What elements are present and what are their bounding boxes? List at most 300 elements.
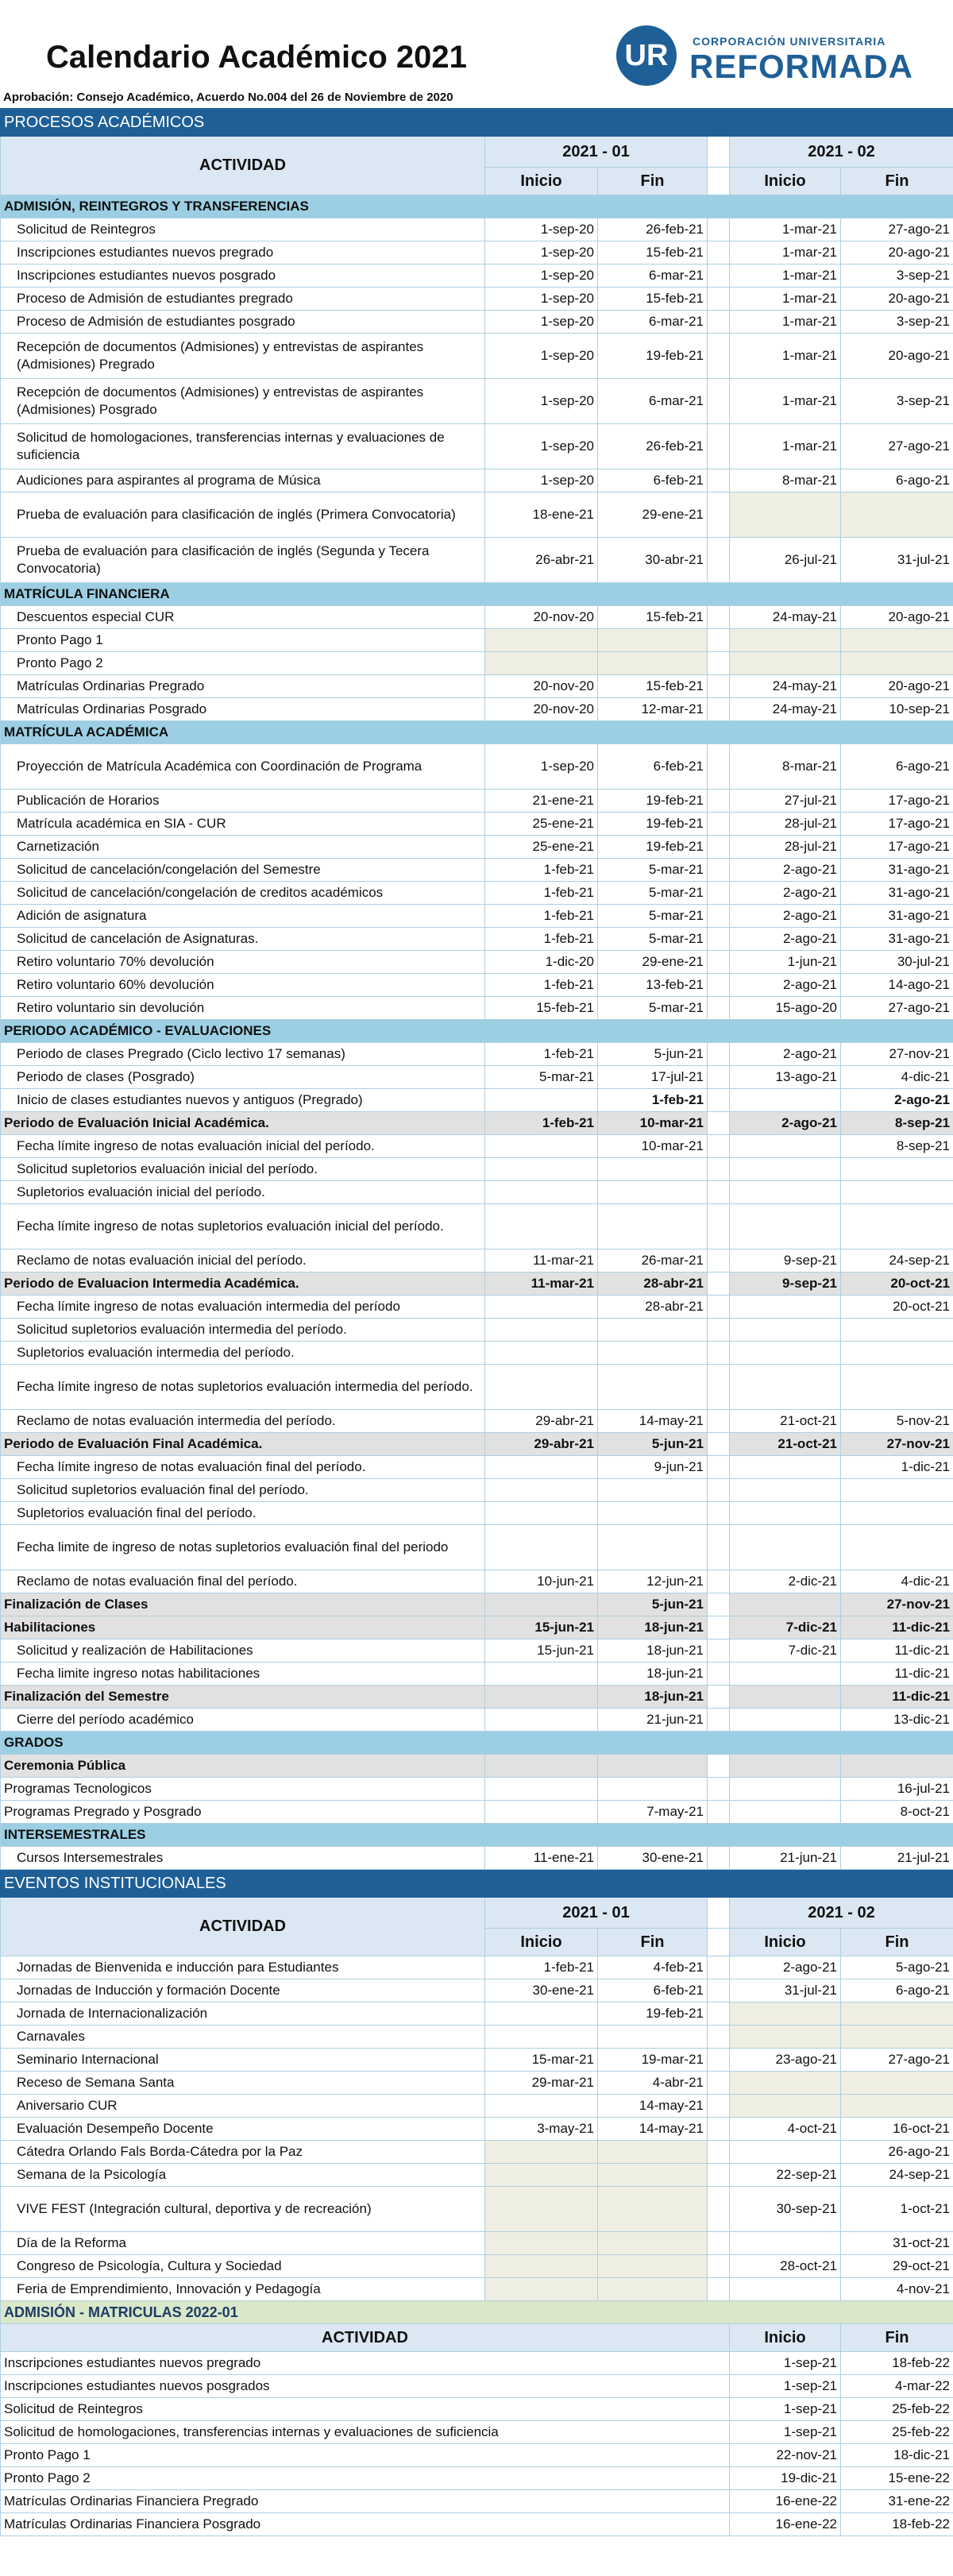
column-header-fin: Fin [598, 1929, 708, 1956]
column-gap [708, 1979, 730, 2002]
date-end-2021-01: 5-mar-21 [598, 859, 708, 882]
date-end-2021-02: 27-ago-21 [841, 218, 953, 241]
date-end-2021-02 [841, 1525, 953, 1570]
table-row [1, 1365, 953, 1410]
date-start-2021-02: 28-oct-21 [730, 2255, 841, 2278]
date-end: 18-dic-21 [841, 2444, 953, 2467]
activity-name: Audiciones para aspirantes al programa de Música [1, 469, 485, 492]
date-end-2021-01 [598, 2141, 708, 2164]
column-gap [708, 2232, 730, 2255]
column-gap [708, 137, 730, 168]
activity-name: VIVE FEST (Integración cultural, deportiva y de recreación) [1, 2187, 485, 2232]
date-end-2021-02: 29-oct-21 [841, 2255, 953, 2278]
column-gap [708, 1112, 730, 1135]
date-end-2021-02: 24-sep-21 [841, 1249, 953, 1273]
date-start-2021-02: 27-jul-21 [730, 790, 841, 813]
date-start-2021-02 [730, 1181, 841, 1204]
table-row [1, 790, 953, 813]
table-row [1, 1456, 953, 1479]
period-header-2021-01: 2021 - 01 [485, 1898, 708, 1929]
date-end-2021-02: 31-ago-21 [841, 928, 953, 951]
date-end-2021-01: 14-may-21 [598, 2095, 708, 2118]
date-start-2021-01 [485, 1593, 598, 1616]
date-end: 15-ene-22 [841, 2467, 953, 2490]
date-start: 22-nov-21 [730, 2444, 841, 2467]
table-row [1, 2141, 953, 2164]
date-start-2021-01 [485, 2255, 598, 2278]
column-header-fin: Fin [598, 168, 708, 195]
date-start-2021-02 [730, 1135, 841, 1158]
activity-name: Pronto Pago 1 [1, 629, 485, 652]
date-end-2021-02: 17-ago-21 [841, 790, 953, 813]
activity-name: Finalización del Semestre [1, 1686, 485, 1709]
date-end-2021-02 [841, 1181, 953, 1204]
date-end-2021-01 [598, 1479, 708, 1502]
column-gap [708, 469, 730, 492]
date-start-2021-01: 30-ene-21 [485, 1979, 598, 2002]
date-end-2021-01: 6-feb-21 [598, 744, 708, 790]
date-start-2021-02 [730, 1342, 841, 1365]
date-start-2021-01: 26-abr-21 [485, 538, 598, 583]
date-end-2021-01: 15-feb-21 [598, 675, 708, 698]
table-row [1, 2490, 953, 2513]
date-start-2021-01: 1-feb-21 [485, 974, 598, 997]
date-end-2021-01 [598, 1502, 708, 1525]
date-start-2021-01: 1-sep-20 [485, 334, 598, 379]
date-end-2021-02 [841, 629, 953, 652]
table-row [1, 698, 953, 721]
academic-calendar-table [0, 108, 953, 2536]
column-header-inicio: Inicio [485, 1929, 598, 1956]
date-start-2021-02: 13-ago-21 [730, 1066, 841, 1089]
date-end-2021-02: 31-oct-21 [841, 2232, 953, 2255]
date-start-2021-01: 1-sep-20 [485, 265, 598, 288]
date-start-2021-01 [485, 1296, 598, 1319]
date-end-2021-01 [598, 652, 708, 675]
date-end-2021-02: 6-ago-21 [841, 469, 953, 492]
date-start-2021-02 [730, 492, 841, 538]
date-start-2021-01 [485, 2187, 598, 2232]
date-end-2021-01: 13-feb-21 [598, 974, 708, 997]
date-end-2021-02 [841, 1755, 953, 1778]
column-gap [708, 2164, 730, 2187]
date-start-2021-02 [730, 1663, 841, 1686]
date-start-2021-02 [730, 2232, 841, 2255]
column-gap [708, 2072, 730, 2095]
date-end-2021-02: 14-ago-21 [841, 974, 953, 997]
column-gap [708, 288, 730, 311]
date-end-2021-02 [841, 1158, 953, 1181]
date-end-2021-02: 31-ago-21 [841, 859, 953, 882]
column-header-row [1, 137, 953, 168]
column-gap [708, 813, 730, 836]
table-row [1, 836, 953, 859]
column-gap [708, 652, 730, 675]
activity-name: Solicitud de Reintegros [1, 218, 485, 241]
date-end: 4-mar-22 [841, 2375, 953, 2398]
date-start-2021-02 [730, 2002, 841, 2026]
column-header-inicio: Inicio [485, 168, 598, 195]
table-row [1, 606, 953, 629]
date-end-2021-02: 11-dic-21 [841, 1639, 953, 1663]
date-end-2021-01: 19-feb-21 [598, 334, 708, 379]
date-start-2021-02: 2-ago-21 [730, 882, 841, 905]
column-gap [708, 2278, 730, 2301]
table-row [1, 1181, 953, 1204]
subsection-header [1, 1824, 953, 1847]
subsection-header [1, 1732, 953, 1755]
date-start-2021-02 [730, 1204, 841, 1249]
date-end-2021-01: 19-mar-21 [598, 2049, 708, 2072]
date-end-2021-01: 7-may-21 [598, 1801, 708, 1824]
date-end-2021-01: 14-may-21 [598, 2118, 708, 2141]
date-end-2021-02: 16-jul-21 [841, 1778, 953, 1801]
column-gap [708, 1929, 730, 1956]
table-row [1, 1847, 953, 1870]
date-start-2021-02: 7-dic-21 [730, 1616, 841, 1639]
table-row [1, 1979, 953, 2002]
date-end-2021-01: 29-ene-21 [598, 951, 708, 974]
date-start-2021-02 [730, 2026, 841, 2049]
table-row [1, 218, 953, 241]
activity-name: Periodo de clases Pregrado (Ciclo lectivo 17 semanas) [1, 1043, 485, 1066]
date-start-2021-01: 25-ene-21 [485, 836, 598, 859]
activity-name: Congreso de Psicología, Cultura y Sociedad [1, 2255, 485, 2278]
activity-name: Aniversario CUR [1, 2095, 485, 2118]
column-gap [708, 1639, 730, 1663]
date-start-2021-01 [485, 1686, 598, 1709]
table-row [1, 859, 953, 882]
activity-name: Solicitud de cancelación/congelación del Semestre [1, 859, 485, 882]
logo-name: REFORMADA [689, 48, 913, 85]
column-gap [708, 790, 730, 813]
date-start-2021-02: 2-dic-21 [730, 1570, 841, 1593]
date-end-2021-02: 5-ago-21 [841, 1956, 953, 1979]
column-gap [708, 629, 730, 652]
activity-name: Recepción de documentos (Admisiones) y entrevistas de aspirantes (Admisiones) Posgrado [1, 379, 485, 424]
date-start-2021-01: 20-nov-20 [485, 698, 598, 721]
column-gap [708, 1319, 730, 1342]
date-start-2021-02 [730, 652, 841, 675]
column-gap [708, 2255, 730, 2278]
period-row [1, 1433, 953, 1456]
column-header-row [1, 1898, 953, 1929]
activity-name: Inscripciones estudiantes nuevos pregrado [1, 2352, 730, 2375]
date-end-2021-02: 27-ago-21 [841, 2049, 953, 2072]
subsection-header [1, 583, 953, 606]
date-start-2021-02 [730, 1525, 841, 1570]
date-end-2021-01 [598, 1755, 708, 1778]
date-start-2021-01: 1-sep-20 [485, 379, 598, 424]
date-start-2021-02: 9-sep-21 [730, 1273, 841, 1296]
date-start-2021-02: 2-ago-21 [730, 859, 841, 882]
table-row [1, 2164, 953, 2187]
activity-name: Carnavales [1, 2026, 485, 2049]
date-end-2021-02 [841, 1319, 953, 1342]
activity-name: Solicitud y realización de Habilitaciones [1, 1639, 485, 1663]
date-end-2021-01 [598, 1181, 708, 1204]
column-gap [708, 1135, 730, 1158]
table-row [1, 905, 953, 928]
date-start-2021-02: 9-sep-21 [730, 1249, 841, 1273]
subsection-title: GRADOS [1, 1732, 953, 1755]
period-row [1, 1273, 953, 1296]
table-row [1, 2002, 953, 2026]
table-row [1, 1135, 953, 1158]
period-header-2021-01: 2021 - 01 [485, 137, 708, 168]
subsection-header [1, 721, 953, 744]
date-end-2021-02: 27-ago-21 [841, 424, 953, 469]
activity-name: Reclamo de notas evaluación final del período. [1, 1570, 485, 1593]
date-end-2021-01: 12-mar-21 [598, 698, 708, 721]
date-start-2021-01 [485, 1502, 598, 1525]
date-start-2021-02 [730, 1502, 841, 1525]
date-start-2021-02 [730, 1089, 841, 1112]
date-start: 1-sep-21 [730, 2375, 841, 2398]
page-title: Calendario Académico 2021 [46, 40, 467, 75]
date-end-2021-01: 28-abr-21 [598, 1296, 708, 1319]
subsection-title: INTERSEMESTRALES [1, 1824, 953, 1847]
date-end-2021-02: 5-nov-21 [841, 1410, 953, 1433]
column-gap [708, 836, 730, 859]
date-end-2021-02 [841, 1365, 953, 1410]
date-end-2021-02 [841, 2072, 953, 2095]
date-start-2021-01: 1-sep-20 [485, 469, 598, 492]
date-start-2021-02: 22-sep-21 [730, 2164, 841, 2187]
column-header-fin: Fin [841, 1929, 953, 1956]
table-row [1, 1525, 953, 1570]
table-row [1, 1956, 953, 1979]
date-start-2021-01: 1-sep-20 [485, 311, 598, 334]
table-row [1, 1043, 953, 1066]
subsection-title: PERIODO ACADÉMICO - EVALUACIONES [1, 1020, 953, 1043]
date-end-2021-01 [598, 2187, 708, 2232]
activity-name: Fecha limite de ingreso de notas supletorios evaluación final del periodo [1, 1525, 485, 1570]
activity-name: Inscripciones estudiantes nuevos pregrado [1, 241, 485, 265]
column-header-actividad: ACTIVIDAD [1, 137, 485, 195]
activity-name: Programas Tecnologicos [1, 1778, 485, 1801]
date-end-2021-02: 20-oct-21 [841, 1296, 953, 1319]
table-row [1, 2232, 953, 2255]
date-end-2021-02: 17-ago-21 [841, 836, 953, 859]
activity-name: Proceso de Admisión de estudiantes posgrado [1, 311, 485, 334]
activity-name: Supletorios evaluación final del período. [1, 1502, 485, 1525]
date-start-2021-02 [730, 1801, 841, 1824]
table-row [1, 2278, 953, 2301]
date-start: 16-ene-22 [730, 2513, 841, 2536]
date-end-2021-02 [841, 1479, 953, 1502]
table-row [1, 928, 953, 951]
date-end-2021-01 [598, 2026, 708, 2049]
table-row [1, 1801, 953, 1824]
column-header-actividad: ACTIVIDAD [1, 2324, 730, 2352]
date-end: 25-feb-22 [841, 2421, 953, 2444]
date-start-2021-02 [730, 1319, 841, 1342]
date-end-2021-02: 1-oct-21 [841, 2187, 953, 2232]
date-end-2021-01: 15-feb-21 [598, 606, 708, 629]
date-end: 31-ene-22 [841, 2490, 953, 2513]
column-header-inicio: Inicio [730, 168, 841, 195]
table-row [1, 311, 953, 334]
date-end-2021-01: 12-jun-21 [598, 1570, 708, 1593]
date-start-2021-01 [485, 1365, 598, 1410]
date-end-2021-01 [598, 2164, 708, 2187]
activity-name: Solicitud supletorios evaluación intermedia del período. [1, 1319, 485, 1342]
date-start-2021-02: 21-jun-21 [730, 1847, 841, 1870]
column-gap [708, 1778, 730, 1801]
column-gap [708, 1204, 730, 1249]
activity-name: Descuentos especial CUR [1, 606, 485, 629]
date-start-2021-02: 21-oct-21 [730, 1433, 841, 1456]
section-title: EVENTOS INSTITUCIONALES [1, 1870, 953, 1898]
column-header-row [1, 2324, 953, 2352]
date-start-2021-01: 1-feb-21 [485, 1043, 598, 1066]
date-start-2021-01: 1-feb-21 [485, 859, 598, 882]
activity-name: Finalización de Clases [1, 1593, 485, 1616]
date-start-2021-02: 7-dic-21 [730, 1639, 841, 1663]
table-row [1, 1158, 953, 1181]
period-row [1, 1593, 953, 1616]
date-start-2021-01: 15-jun-21 [485, 1616, 598, 1639]
column-gap [708, 1296, 730, 1319]
subsection-title: ADMISIÓN, REINTEGROS Y TRANSFERENCIAS [1, 195, 953, 218]
column-gap [708, 698, 730, 721]
activity-name: Día de la Reforma [1, 2232, 485, 2255]
activity-name: Proyección de Matrícula Académica con Coordinación de Programa [1, 744, 485, 790]
column-gap [708, 1433, 730, 1456]
activity-name: Fecha límite ingreso de notas evaluación final del período. [1, 1456, 485, 1479]
date-end-2021-02: 6-ago-21 [841, 744, 953, 790]
date-start-2021-02: 21-oct-21 [730, 1410, 841, 1433]
table-row [1, 2467, 953, 2490]
subsection-title: MATRÍCULA FINANCIERA [1, 583, 953, 606]
date-start-2021-02: 1-jun-21 [730, 951, 841, 974]
date-end-2021-01 [598, 1778, 708, 1801]
activity-name: Prueba de evaluación para clasificación de inglés (Primera Convocatoria) [1, 492, 485, 538]
activity-name: Retiro voluntario 60% devolución [1, 974, 485, 997]
column-gap [708, 606, 730, 629]
date-start-2021-02: 30-sep-21 [730, 2187, 841, 2232]
column-gap [708, 1410, 730, 1433]
date-start-2021-01 [485, 1158, 598, 1181]
date-end-2021-02: 26-ago-21 [841, 2141, 953, 2164]
activity-name: Periodo de Evaluación Inicial Académica. [1, 1112, 485, 1135]
date-start-2021-01: 1-sep-20 [485, 218, 598, 241]
date-start-2021-02: 2-ago-21 [730, 974, 841, 997]
activity-name: Jornadas de Inducción y formación Docente [1, 1979, 485, 2002]
date-end-2021-02: 4-nov-21 [841, 2278, 953, 2301]
date-end-2021-02: 20-ago-21 [841, 288, 953, 311]
activity-name: Matrículas Ordinarias Posgrado [1, 698, 485, 721]
date-start-2021-01: 1-feb-21 [485, 1112, 598, 1135]
column-gap [708, 882, 730, 905]
date-end-2021-02: 21-jul-21 [841, 1847, 953, 1870]
table-row [1, 1066, 953, 1089]
section-header [1, 2301, 953, 2324]
activity-name: Matrículas Ordinarias Financiera Pregrado [1, 2490, 730, 2513]
activity-name: Adición de asignatura [1, 905, 485, 928]
table-row [1, 1204, 953, 1249]
activity-name: Reclamo de notas evaluación intermedia del período. [1, 1410, 485, 1433]
period-row [1, 1686, 953, 1709]
date-start-2021-02: 2-ago-21 [730, 905, 841, 928]
date-end-2021-02 [841, 2026, 953, 2049]
date-end-2021-02: 20-ago-21 [841, 334, 953, 379]
column-gap [708, 1709, 730, 1732]
activity-name: Solicitud supletorios evaluación inicial del período. [1, 1158, 485, 1181]
date-start-2021-02: 1-mar-21 [730, 334, 841, 379]
date-end-2021-02: 31-ago-21 [841, 882, 953, 905]
date-start-2021-02: 1-mar-21 [730, 379, 841, 424]
table-row [1, 265, 953, 288]
table-row [1, 2513, 953, 2536]
date-start-2021-01: 1-feb-21 [485, 1956, 598, 1979]
column-gap [708, 1456, 730, 1479]
activity-name: Cursos Intersemestrales [1, 1847, 485, 1870]
date-end-2021-02 [841, 2095, 953, 2118]
activity-name: Inicio de clases estudiantes nuevos y antiguos (Pregrado) [1, 1089, 485, 1112]
date-end-2021-01: 5-mar-21 [598, 997, 708, 1020]
activity-name: Solicitud supletorios evaluación final del período. [1, 1479, 485, 1502]
date-end-2021-01: 30-abr-21 [598, 538, 708, 583]
date-start-2021-01: 1-feb-21 [485, 905, 598, 928]
column-gap [708, 928, 730, 951]
table-row [1, 2118, 953, 2141]
date-start-2021-02 [730, 2072, 841, 2095]
date-end-2021-01: 26-feb-21 [598, 218, 708, 241]
date-end-2021-02 [841, 1204, 953, 1249]
column-gap [708, 492, 730, 538]
date-start-2021-01: 29-abr-21 [485, 1433, 598, 1456]
date-end-2021-01 [598, 1158, 708, 1181]
activity-name: Cátedra Orlando Fals Borda-Cátedra por la Paz [1, 2141, 485, 2164]
date-start-2021-02: 2-ago-21 [730, 928, 841, 951]
date-start: 1-sep-21 [730, 2421, 841, 2444]
date-end-2021-02 [841, 1502, 953, 1525]
date-end-2021-01: 14-may-21 [598, 1410, 708, 1433]
date-end-2021-01 [598, 1525, 708, 1570]
date-start-2021-01 [485, 2026, 598, 2049]
column-gap [708, 2095, 730, 2118]
activity-name: Inscripciones estudiantes nuevos posgrados [1, 2375, 730, 2398]
date-end-2021-02: 8-sep-21 [841, 1135, 953, 1158]
date-end-2021-01: 6-mar-21 [598, 311, 708, 334]
column-gap [708, 1663, 730, 1686]
table-row [1, 629, 953, 652]
column-header-inicio: Inicio [730, 2324, 841, 2352]
date-start-2021-01 [485, 1479, 598, 1502]
date-start-2021-01: 1-feb-21 [485, 928, 598, 951]
date-end: 18-feb-22 [841, 2513, 953, 2536]
table-row [1, 1089, 953, 1112]
date-start-2021-01 [485, 1709, 598, 1732]
date-start-2021-01: 10-jun-21 [485, 1570, 598, 1593]
column-gap [708, 334, 730, 379]
date-start-2021-02 [730, 629, 841, 652]
date-end-2021-01: 18-jun-21 [598, 1639, 708, 1663]
table-row [1, 1296, 953, 1319]
date-start-2021-01 [485, 1801, 598, 1824]
activity-name: Fecha límite ingreso de notas supletorios evaluación inicial del período. [1, 1204, 485, 1249]
date-end-2021-01: 10-mar-21 [598, 1112, 708, 1135]
date-start-2021-02: 24-may-21 [730, 698, 841, 721]
table-row [1, 1709, 953, 1732]
date-start: 19-dic-21 [730, 2467, 841, 2490]
column-gap [708, 997, 730, 1020]
activity-name: Prueba de evaluación para clasificación de inglés (Segunda y Tecera Convocatoria) [1, 538, 485, 583]
date-end: 25-feb-22 [841, 2398, 953, 2421]
date-end-2021-02: 1-dic-21 [841, 1456, 953, 1479]
